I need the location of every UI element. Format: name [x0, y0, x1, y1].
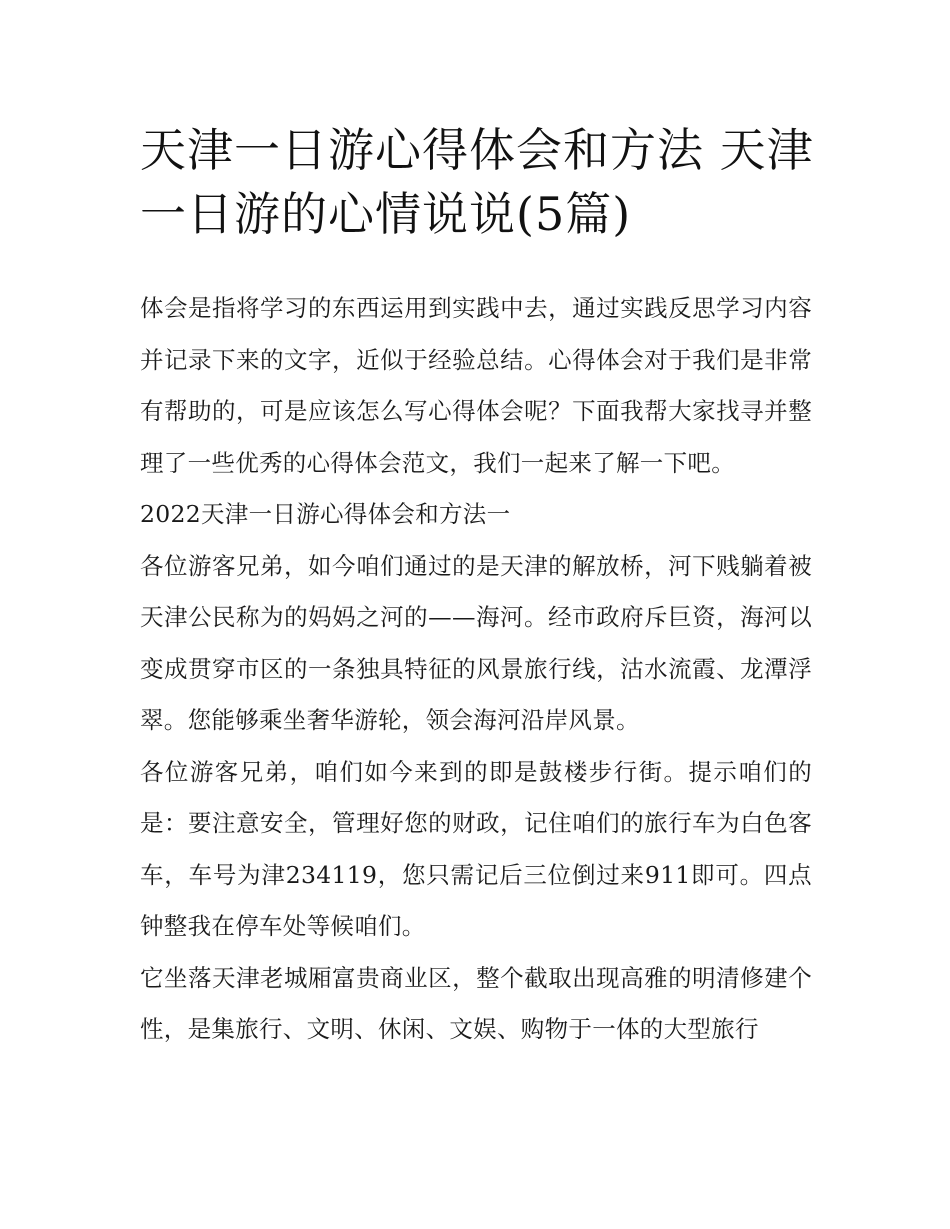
- document-title: 天津一日游心得体会和方法 天津一日游的心情说说(5篇): [140, 123, 814, 241]
- paragraph-old-town: 它坐落天津老城厢富贵商业区，整个截取出现高雅的明清修建个性，是集旅行、文明、休闲、文娱、购物于一体的大型旅行: [140, 963, 812, 1043]
- paragraph-gulou: 各位游客兄弟，咱们如今来到的即是鼓楼步行街。提示咱们的是：要注意安全，管理好您的财政，记住咱们的旅行车为白色客车，车号为津234119，您只需记后三位倒过来911即可。四点钟整我在停车处等候咱们。: [140, 757, 812, 940]
- section-heading: 2022天津一日游心得体会和方法一: [140, 500, 511, 528]
- document-body: [140, 283, 812, 1056]
- paragraph-intro: 体会是指将学习的东西运用到实践中去，通过实践反思学习内容并记录下来的文字，近似于经验总结。心得体会对于我们是非常有帮助的，可是应该怎么写心得体会呢？下面我帮大家找寻并整理了一些优秀的心得体会范文，我们一起来了解一下吧。: [140, 294, 812, 477]
- paragraph-haihe: 各位游客兄弟，如今咱们通过的是天津的解放桥，河下贱躺着被天津公民称为的妈妈之河的——海河。经市政府斥巨资，海河以变成贯穿市区的一条独具特征的风景旅行线，沽水流霞、龙潭浮翠。您能够乘坐奢华游轮，领会海河沿岸风景。: [140, 551, 812, 734]
